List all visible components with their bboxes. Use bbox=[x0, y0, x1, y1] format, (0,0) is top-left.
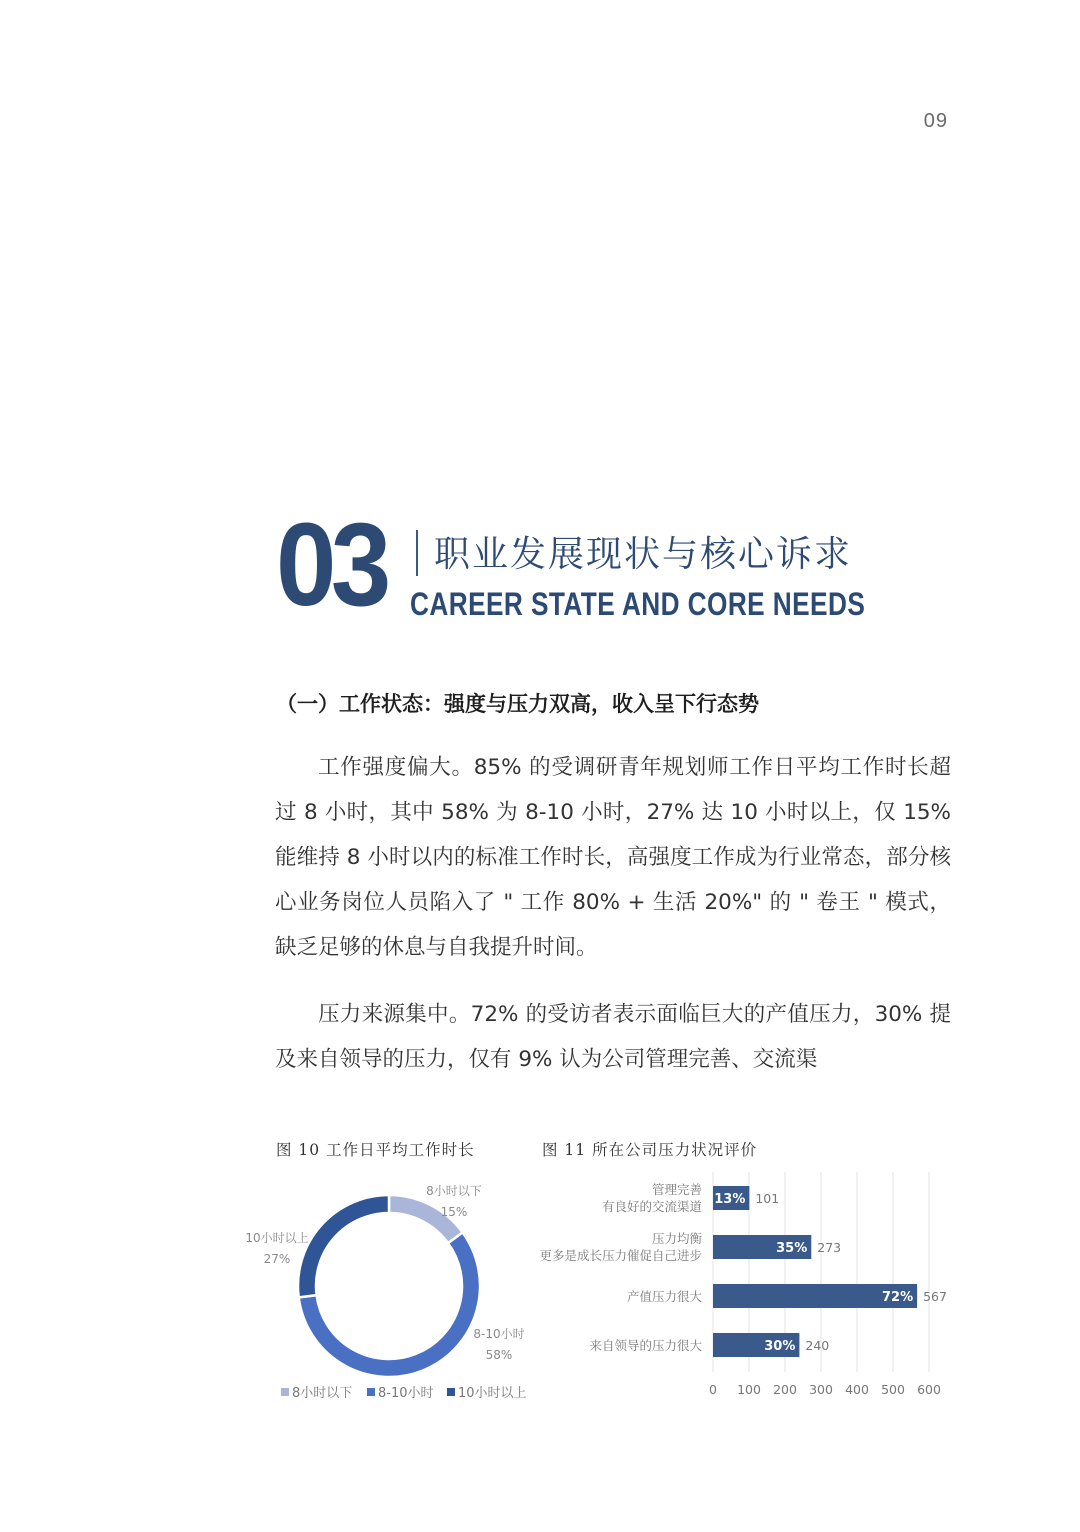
donut-slice-0 bbox=[389, 1195, 463, 1243]
donut-legend-swatch-0 bbox=[281, 1388, 289, 1396]
donut-legend-label-0: 8小时以下 bbox=[292, 1386, 353, 1401]
page-number: 09 bbox=[923, 110, 948, 132]
paragraph-work-intensity: 工作强度偏大。85% 的受调研青年规划师工作日平均工作时长超过 8 小时，其中 58% 为 8-10 小时，27% 达 10 小时以上，仅 15% 能维持 8 小时以内的标准工作时长，高强度工作成为行业常态，部分核心业务岗位人员陷入了 " 工作 80% + 生活 20%" 的 " 卷王 " 模式，缺乏足够的休息与自我提升时间。 bbox=[275, 755, 951, 960]
section-heading: （一）工作状态：强度与压力双高，收入呈下行态势 bbox=[276, 692, 759, 716]
donut-label-category-2: 10小时以上 bbox=[245, 1231, 309, 1245]
bar-category-label-0-line1: 管理完善 bbox=[651, 1182, 702, 1197]
figure-11-caption: 图 11 所在公司压力状况评价 bbox=[542, 1141, 758, 1159]
bar-axis-tick-4: 400 bbox=[845, 1382, 869, 1397]
donut-label-value-0: 15% bbox=[440, 1205, 468, 1219]
donut-legend-label-1: 8-10小时 bbox=[378, 1386, 434, 1401]
bar-category-label-3: 来自领导的压力很大 bbox=[589, 1338, 702, 1353]
figure-10-caption: 图 10 工作日平均工作时长 bbox=[276, 1141, 475, 1159]
bar-axis-tick-5: 500 bbox=[881, 1382, 905, 1397]
chapter-title-en: CAREER STATE AND CORE NEEDS bbox=[410, 586, 866, 622]
paragraph-pressure-source: 压力来源集中。72% 的受访者表示面临巨大的产值压力，30% 提及来自领导的压力，仅有 9% 认为公司管理完善、交流渠 bbox=[275, 1002, 951, 1072]
bar-category-label-2: 产值压力很大 bbox=[626, 1289, 702, 1304]
bar-value-label-2: 567 bbox=[923, 1289, 947, 1304]
donut-legend-label-2: 10小时以上 bbox=[458, 1386, 527, 1401]
bar-axis-tick-2: 200 bbox=[773, 1382, 797, 1397]
chapter-number: 03 bbox=[276, 499, 386, 631]
bar-axis-tick-3: 300 bbox=[809, 1382, 833, 1397]
donut-legend-swatch-2 bbox=[447, 1388, 455, 1396]
donut-slice-2 bbox=[298, 1195, 389, 1297]
bar-category-label-1-line1: 压力均衡 bbox=[651, 1231, 702, 1246]
donut-label-value-2: 27% bbox=[263, 1252, 291, 1266]
bar-pct-label-2: 72% bbox=[881, 1290, 914, 1305]
bar-pct-label-0: 13% bbox=[714, 1192, 746, 1207]
donut-label-value-1: 58% bbox=[485, 1348, 513, 1362]
donut-slice-1 bbox=[299, 1233, 480, 1377]
bar-value-label-3: 240 bbox=[805, 1338, 830, 1353]
donut-label-category-1: 8-10小时 bbox=[473, 1327, 525, 1341]
bar-value-label-1: 273 bbox=[817, 1240, 842, 1255]
donut-legend-swatch-1 bbox=[367, 1388, 375, 1396]
bar-axis-tick-0: 0 bbox=[709, 1382, 717, 1397]
chapter-title-cn: 职业发展现状与核心诉求 bbox=[434, 534, 853, 575]
bar-pct-label-3: 30% bbox=[764, 1339, 796, 1354]
donut-label-category-0: 8小时以下 bbox=[426, 1184, 482, 1198]
bar-category-label-0-line2: 有良好的交流渠道 bbox=[601, 1199, 702, 1214]
bar-axis-tick-6: 600 bbox=[917, 1382, 941, 1397]
bar-category-label-1-line2: 更多是成长压力催促自己进步 bbox=[539, 1248, 702, 1263]
bar-pct-label-1: 35% bbox=[776, 1241, 808, 1256]
bar-value-label-0: 101 bbox=[755, 1191, 780, 1206]
bar-axis-tick-1: 100 bbox=[737, 1382, 761, 1397]
